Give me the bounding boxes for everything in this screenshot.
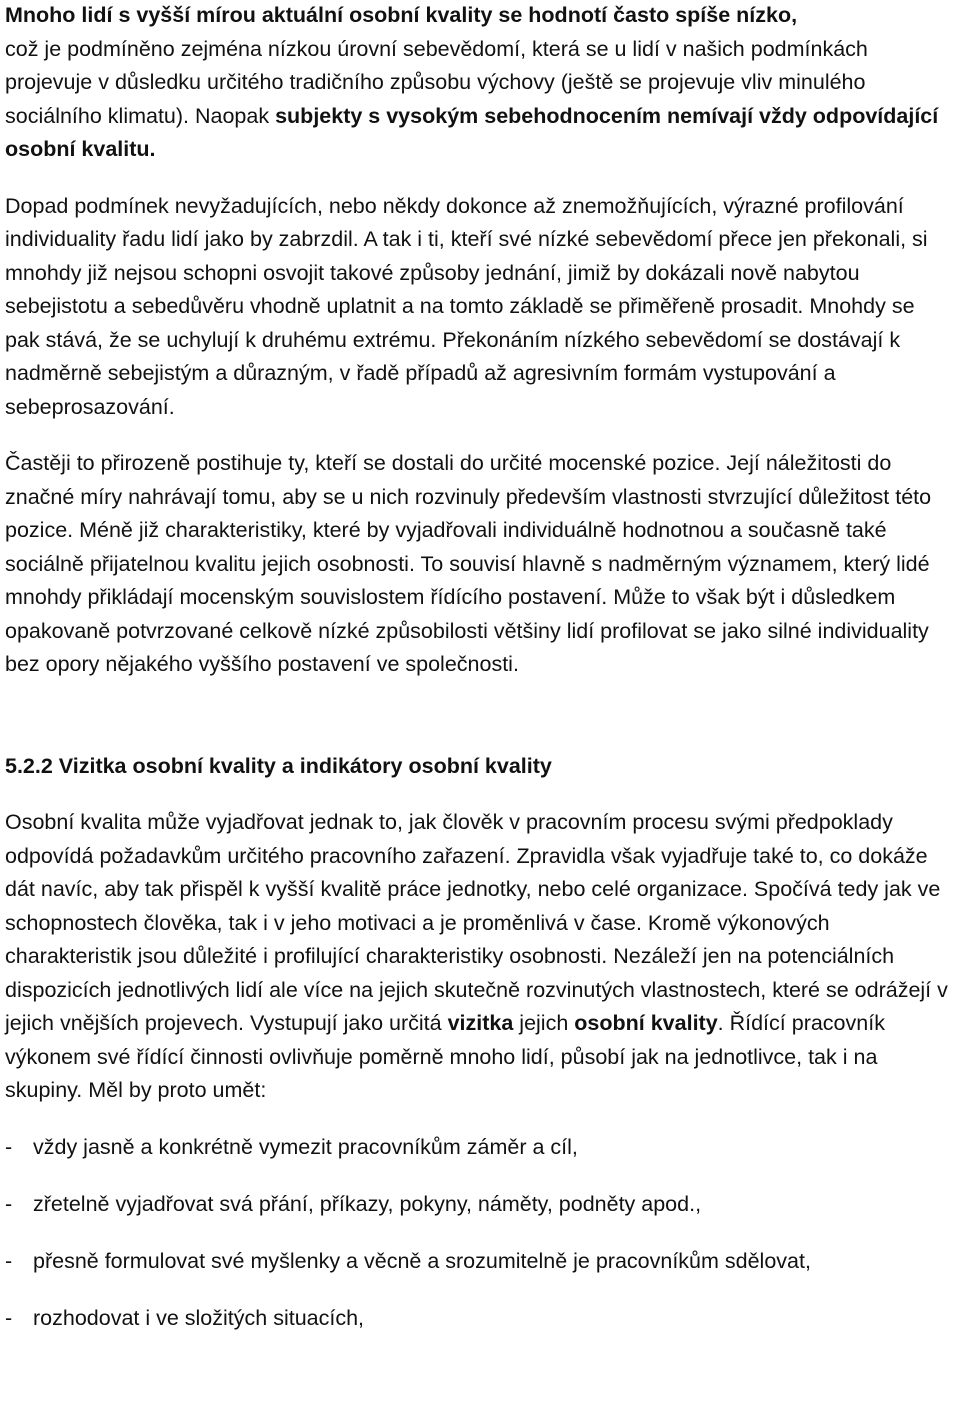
list-item	[5, 1131, 955, 1164]
list-dash: -	[5, 1248, 13, 1273]
skills-list	[5, 1131, 955, 1335]
paragraph-4-bold-osobni-kvality: osobní kvality	[574, 1011, 718, 1035]
paragraph-4-bold-vizitka: vizitka	[447, 1011, 514, 1035]
paragraph-1-bold-conclusion: subjekty s vysokým sebehodnocením nemívají vždy odpovídající osobní kvalitu.	[5, 103, 939, 161]
list-item	[5, 1302, 955, 1335]
list-item-text: rozhodovat i ve složitých situacích,	[33, 1305, 365, 1330]
section-heading: 5.2.2 Vizitka osobní kvality a indikátory osobní kvality	[5, 753, 552, 778]
paragraph-2: Dopad podmínek nevyžadujících, nebo někdy dokonce až znemožňujících, výrazné profilování individuality řadu lidí jako by zabrzdil. A tak i ti, kteří své nízké sebevědomí přece jen překonali, si mnohdy již nejsou schopni osvojit takové způsoby jednání, jimiž by dokázali nově nabytou sebejistotu a sebedůvěru vhodně uplatnit a na tomto základě se přiměřeně prosadit. Mnohdy se pak stává, že se uchylují k druhému extrému. Překonáním nízkého sebevědomí se dostávají k nadměrně sebejistým a důrazným, v řadě případů až agresivním formám vystupování a sebeprosazování.	[5, 193, 928, 419]
list-item-text: přesně formulovat své myšlenky a věcně a srozumitelně je pracovníkům sdělovat,	[33, 1248, 811, 1273]
paragraph-1-text: což je podmíněno zejména nízkou úrovní sebevědomí, která se u lidí v našich podmínkách projevuje v důsledku určitého tradičního způsobu výchovy (ještě se projevuje vliv minulého sociálního klimatu). Naopak	[5, 36, 868, 128]
paragraph-4	[5, 806, 955, 1108]
list-dash: -	[5, 1305, 13, 1330]
list-dash: -	[5, 1134, 13, 1159]
list-dash: -	[5, 1191, 13, 1216]
paragraph-1-bold-intro: Mnoho lidí s vyšší mírou aktuální osobní kvality se hodnotí často spíše nízko,	[5, 3, 798, 27]
paragraph-4-text-end: . Řídící pracovník výkonem své řídící činnosti ovlivňuje poměrně mnoho lidí, působí jak na jednotlivce, tak i na skupiny. Měl by proto umět:	[5, 1011, 885, 1102]
document-page	[5, 0, 955, 1359]
paragraph-1	[5, 0, 955, 167]
list-item	[5, 1188, 955, 1221]
paragraph-4-text-jejich: jejich	[519, 1011, 569, 1035]
list-item	[5, 1245, 955, 1278]
paragraph-3: Častěji to přirozeně postihuje ty, kteří se dostali do určité mocenské pozice. Její náležitosti do značné míry nahrávají tomu, aby se u nich rozvinuly především vlastnosti stvrzující důležitost této pozice. Méně již charakteristiky, které by vyjadřovali individuálně hodnotnou a současně také sociálně přijatelnou kvalitu jejich osobnosti. To souvisí hlavně s nadměrným významem, který lidé mnohdy přikládají mocenským souvislostem řídícího postavení. Může to však být i důsledkem opakovaně potvrzované celkově nízké způsobilosti většiny lidí profilovat se jako silné individuality bez opory nějakého vyššího postavení ve společnosti.	[5, 451, 932, 676]
list-item-text: vždy jasně a konkrétně vymezit pracovníkům záměr a cíl,	[33, 1134, 578, 1159]
list-item-text: zřetelně vyjadřovat svá přání, příkazy, pokyny, náměty, podněty apod.,	[33, 1191, 702, 1216]
paragraph-4-text: Osobní kvalita může vyjadřovat jednak to, jak člověk v pracovním procesu svými předpoklady odpovídá požadavkům určitého pracovního zařazení. Zpravidla však vyjadřuje také to, co dokáže dát navíc, aby tak přispěl k vyšší kvalitě práce jednotky, nebo celé organizace. Spočívá tedy jak ve schopnostech člověka, tak i v jeho motivaci a je proměnlivá v čase. Kromě výkonových charakteristik jsou důležité i profilující charakteristiky osobnosti. Nezáleží jen na potenciálních dispozicích jednotlivých lidí ale více na jejich skutečně rozvinutých vlastnostech, které se odrážejí v jejich vnějších projevech. Vystupují jako určitá	[5, 810, 948, 1035]
